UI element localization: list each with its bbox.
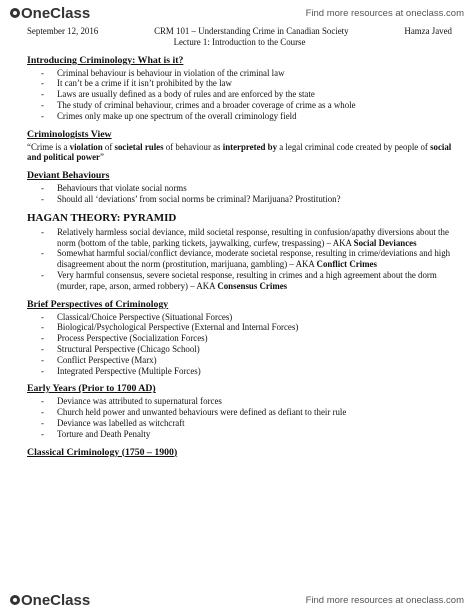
header-course: CRM 101 – Understanding Crime in Canadian Society — [154, 26, 349, 36]
quote-text: of behaviour as — [163, 141, 223, 152]
list-item: - Church held power and unwanted behaviours were defined as defiant to their rule — [27, 407, 452, 418]
list-item — [27, 270, 452, 292]
quote-text: “Crime is a — [27, 141, 70, 152]
quote-bold: societal rules — [114, 141, 164, 152]
top-banner — [0, 0, 474, 26]
list-item: - Process Perspective (Socialization Forces) — [27, 333, 452, 344]
list-item: - Deviance was attributed to supernatural forces — [27, 396, 452, 407]
header-date: September 12, 2016 — [27, 26, 99, 36]
promo-link[interactable]: Find more resources at oneclass.com — [305, 7, 464, 19]
list-item: - Conflict Perspective (Marx) — [27, 355, 452, 366]
list-item: - Integrated Perspective (Multiple Forces) — [27, 366, 452, 377]
list-item — [27, 227, 452, 249]
list-item: - Laws are usually defined as a body of rules and are enforced by the state — [27, 89, 452, 100]
bottom-banner — [0, 587, 474, 613]
list-item: - Classical/Choice Perspective (Situational Forces) — [27, 312, 452, 323]
bullet-list — [27, 68, 452, 122]
item-text: Relatively harmless social deviance, mild societal response, resulting in confusion/apathy diversions about the norm (bottom of the table, parking tickets, jaywalking, curfew, trespassing) – AKA — [57, 226, 449, 248]
list-item: - Should all ‘deviations’ from social norms be criminal? Marijuana? Prostitution? — [27, 194, 452, 205]
section-heading: Criminologists View — [27, 128, 112, 140]
quote-text: ” — [99, 152, 104, 163]
section-heading: Early Years (Prior to 1700 AD) — [27, 383, 156, 395]
list-item: - Biological/Psychological Perspective (External and Internal Forces) — [27, 322, 452, 333]
list-item: - Crimes only make up one spectrum of the overall criminology field — [27, 111, 452, 122]
item-bold: Conflict Crimes — [316, 259, 377, 270]
quote-bold: violation — [69, 141, 103, 152]
bullet-list — [27, 312, 452, 377]
quote-text: of — [102, 141, 115, 152]
list-item: - Torture and Death Penalty — [27, 429, 452, 440]
list-item: - It can’t be a crime if it isn’t prohibited by the law — [27, 78, 452, 89]
list-item: - Criminal behaviour is behaviour in violation of the criminal law — [27, 68, 452, 79]
promo-link[interactable]: Find more resources at oneclass.com — [305, 594, 464, 606]
logo-ring-icon — [10, 8, 20, 18]
definition-quote — [27, 142, 452, 164]
oneclass-logo[interactable] — [10, 5, 90, 22]
logo-text: OneClass — [21, 591, 91, 609]
header-author: Hamza Javed — [404, 26, 452, 36]
section-heading: Classical Criminology (1750 – 1900) — [27, 446, 178, 458]
document-page — [27, 26, 452, 460]
section-heading: Deviant Behaviours — [27, 170, 110, 182]
item-text: Somewhat harmful social/conflict deviance, moderate societal response, resulting in crime/deviations and high disagreement about the norm (prostitution, marijuana, gambling) – AKA — [57, 248, 451, 270]
document-header — [27, 26, 452, 37]
section-heading: Introducing Criminology: What is it? — [27, 54, 184, 66]
item-text: Very harmful consensus, severe societal response, resulting in crimes and a high agreement about the dorm (murder, rape, arson, armed robbery) – AKA — [57, 269, 437, 291]
item-bold: Social Deviances — [353, 237, 417, 248]
list-item: - The study of criminal behaviour, crimes and a broader coverage of crime as a whole — [27, 100, 452, 111]
list-item: - Deviance was labelled as witchcraft — [27, 418, 452, 429]
item-bold: Consensus Crimes — [217, 280, 288, 291]
oneclass-logo[interactable] — [10, 592, 90, 609]
list-item — [27, 248, 452, 270]
quote-bold: interpreted by — [222, 141, 278, 152]
section-heading: Brief Perspectives of Criminology — [27, 298, 169, 310]
logo-text: OneClass — [21, 4, 91, 22]
bullet-list — [27, 227, 452, 292]
list-item: - Behaviours that violate social norms — [27, 183, 452, 194]
section-heading: HAGAN THEORY: PYRAMID — [27, 211, 177, 224]
header-lecture: Lecture 1: Introduction to the Course — [173, 36, 306, 47]
list-item: - Structural Perspective (Chicago School) — [27, 344, 452, 355]
quote-text: a legal criminal code created by people of — [277, 141, 431, 152]
bullet-list — [27, 183, 452, 205]
bullet-list — [27, 396, 452, 439]
logo-ring-icon — [10, 595, 20, 605]
quote-bold: social and political power — [27, 141, 452, 163]
